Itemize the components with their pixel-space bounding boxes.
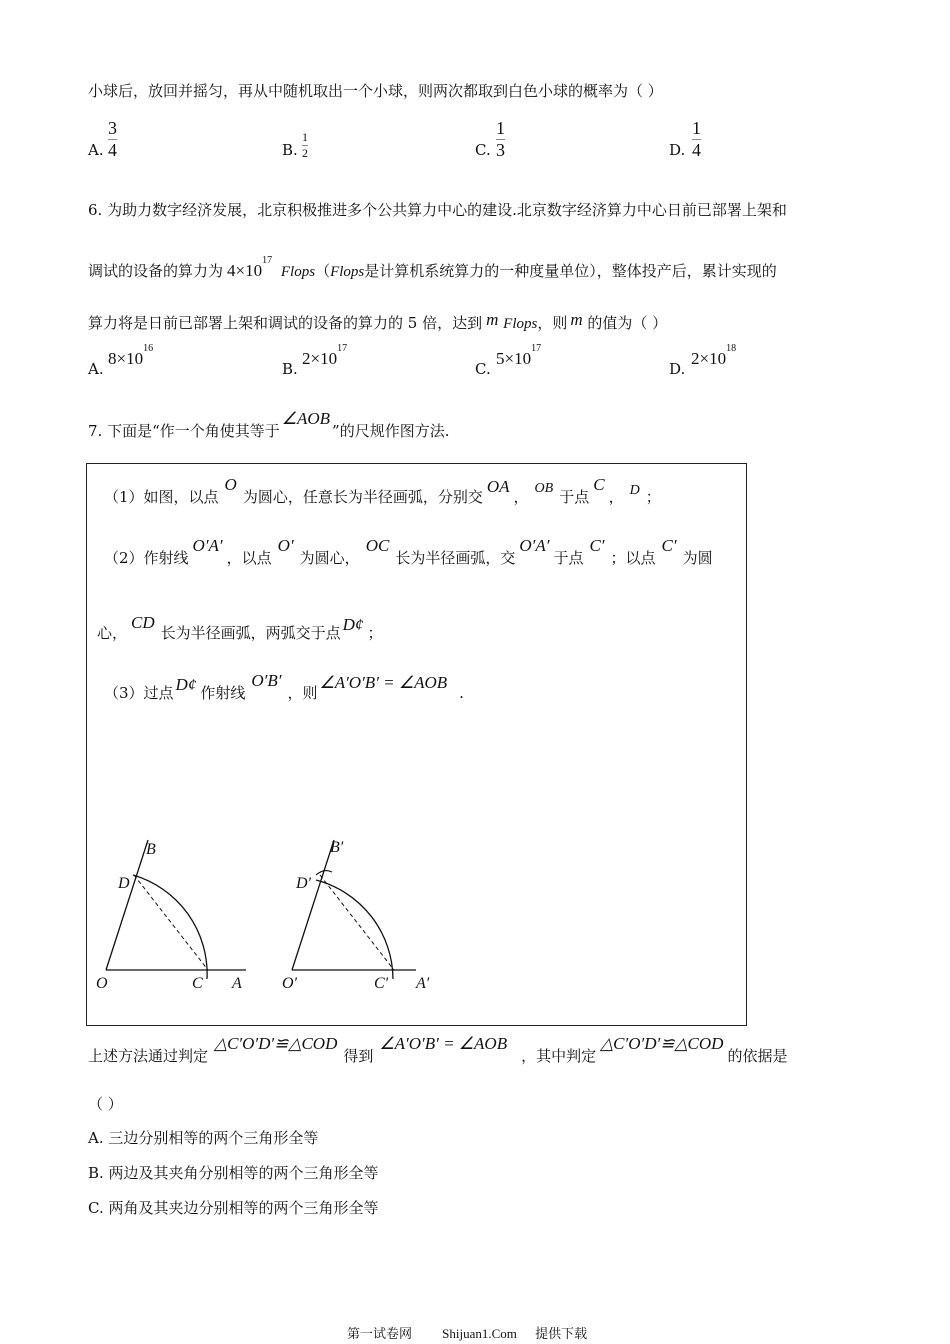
- option-label: A.: [88, 141, 104, 159]
- segment-CpDp: [320, 875, 394, 970]
- option-value: [302, 343, 348, 368]
- text: 算力将是日前已部署上架和调试的设备的算力的 5 倍，达到: [88, 314, 483, 332]
- option-value: [496, 343, 542, 368]
- arc-1: [316, 880, 393, 979]
- math-exponent: 17: [531, 343, 542, 355]
- q6-line1: 6. 为助力数字经济发展，北京积极推进多个公共算力中心的建设.北京数字经济算力中心日前已部署上架和: [88, 201, 787, 219]
- math-unit: Flops: [330, 264, 365, 280]
- label-Op: O′: [282, 975, 298, 992]
- math-congruence: △C′O′D′≌△COD: [214, 1034, 338, 1053]
- math-var: D¢: [175, 675, 197, 694]
- text: ；: [367, 624, 383, 642]
- text: ，: [608, 488, 624, 506]
- label-B: B: [146, 841, 156, 858]
- text: 得到: [343, 1047, 374, 1065]
- text: .: [459, 684, 464, 702]
- segment-CD: [134, 875, 208, 970]
- text: 心，: [97, 624, 128, 642]
- fraction: [302, 130, 308, 161]
- text: ，其中判定: [521, 1047, 597, 1065]
- option-label: C.: [475, 141, 491, 159]
- text: ，以点: [226, 549, 272, 567]
- fraction: [692, 118, 701, 161]
- q6-line2: [88, 255, 777, 280]
- denominator: 4: [692, 140, 701, 160]
- denominator: 3: [496, 140, 505, 160]
- option-label: B.: [282, 360, 298, 378]
- option-label: C.: [475, 360, 491, 378]
- text: 的值为（ ）: [587, 314, 668, 332]
- math-var: C: [593, 475, 605, 494]
- q6-line3: [88, 310, 668, 332]
- footer-site: 第一试卷网: [347, 1327, 413, 1342]
- footer-domain[interactable]: Shijuan1.Com: [442, 1326, 517, 1341]
- text: ，: [513, 488, 529, 506]
- q7-option-a[interactable]: A. 三边分别相等的两个三角形全等: [88, 1129, 319, 1147]
- math-exponent: 18: [726, 343, 737, 355]
- text: 长为半径画弧，两弧交于点: [160, 624, 341, 642]
- text: （1）如图，以点: [104, 488, 219, 506]
- math-var: OC: [365, 536, 390, 555]
- label-A: A: [232, 975, 242, 992]
- numerator: 1: [302, 130, 308, 144]
- text: ；以点: [610, 549, 656, 567]
- math-base: 2×10: [302, 349, 338, 368]
- figure-left: [106, 840, 246, 979]
- text: 为圆: [682, 549, 713, 567]
- option-label: B.: [282, 141, 298, 159]
- option-value: [691, 343, 737, 368]
- text: 长为半径画弧，交: [395, 549, 516, 567]
- fraction: [496, 118, 505, 161]
- text: （3）过点: [104, 684, 174, 702]
- q7-answer-paren: （ ）: [88, 1095, 123, 1113]
- denominator: 2: [302, 146, 308, 160]
- text: 的依据是: [727, 1047, 788, 1065]
- text: 为圆心，: [299, 549, 360, 567]
- math-angle: ∠AOB: [281, 409, 331, 428]
- label-Bp: B′: [330, 839, 344, 856]
- math-var: OA: [486, 477, 510, 496]
- step-2-line2: [97, 613, 383, 642]
- math-var: m: [486, 310, 499, 329]
- math-var: OB: [534, 481, 554, 496]
- arc-CD: [133, 875, 207, 979]
- text: 于点: [559, 488, 590, 506]
- q5-text: 小球后，放回并摇匀，再从中随机取出一个小球，则两次都取到白色小球的概率为（ ）: [88, 82, 663, 100]
- math-var: O′: [277, 536, 294, 555]
- text: 于点: [553, 549, 584, 567]
- step-1: [104, 475, 661, 506]
- text: ”的尺规作图方法.: [332, 422, 450, 440]
- ray-OB: [106, 840, 148, 970]
- math-base: 8×10: [108, 349, 144, 368]
- text: 是计算机系统算力的一种度量单位），整体投产后，累计实现的: [364, 262, 777, 280]
- figure-right-labels: [282, 839, 430, 992]
- math-exponent: 17: [337, 343, 348, 355]
- math-base: 2×10: [691, 349, 727, 368]
- math-var: O: [224, 475, 237, 494]
- math-var: C′: [661, 536, 677, 555]
- text: ；: [645, 488, 661, 506]
- math-exponent: 17: [262, 255, 273, 267]
- math-var: D: [629, 483, 640, 498]
- footer: [347, 1327, 587, 1341]
- text: ，则: [537, 314, 568, 332]
- math-exponent: 16: [143, 343, 154, 355]
- step-2-line1: [104, 536, 713, 567]
- text: （2）作射线: [104, 549, 189, 567]
- step-3: [104, 671, 464, 702]
- math-equation: ∠A′O′B′ = ∠AOB: [319, 673, 448, 692]
- math-var: C′: [589, 536, 605, 555]
- q7-conclusion: [88, 1034, 788, 1065]
- numerator: 1: [496, 118, 505, 138]
- math-var: D¢: [342, 615, 364, 634]
- text: 调试的设备的算力为: [88, 262, 224, 280]
- numerator: 3: [108, 118, 117, 138]
- q7-option-b[interactable]: B. 两边及其夹角分别相等的两个三角形全等: [88, 1164, 379, 1182]
- math-var: O′A′: [519, 536, 550, 555]
- text: 为圆心，任意长为半径画弧，分别交: [242, 488, 483, 506]
- math-base: 4×10: [227, 261, 263, 280]
- option-label: D.: [669, 141, 686, 159]
- math-unit: Flops: [280, 264, 316, 280]
- label-D: D: [118, 875, 130, 892]
- math-var: O′B′: [251, 671, 282, 690]
- label-C: C: [192, 975, 203, 992]
- math-var: CD: [131, 613, 155, 632]
- text: （: [315, 262, 331, 280]
- math-var: O′A′: [192, 536, 223, 555]
- text: 上述方法通过判定: [88, 1047, 209, 1065]
- option-label: D.: [669, 360, 686, 378]
- math-power: [227, 255, 273, 280]
- math-unit: Flops: [503, 316, 538, 332]
- option-value: [108, 343, 154, 368]
- numerator: 1: [692, 118, 701, 138]
- label-Cp: C′: [374, 975, 389, 992]
- math-base: 5×10: [496, 349, 532, 368]
- q7-intro: [88, 409, 450, 440]
- text: 7. 下面是“作一个角使其等于: [88, 422, 280, 440]
- label-Ap: A′: [416, 975, 430, 992]
- option-label: A.: [88, 360, 104, 378]
- math-equation: ∠A′O′B′ = ∠AOB: [379, 1034, 508, 1053]
- math-var: m: [570, 310, 583, 329]
- label-Dp: D′: [296, 875, 312, 892]
- denominator: 4: [108, 140, 117, 160]
- label-O: O: [96, 975, 108, 992]
- fraction: [108, 118, 117, 161]
- footer-tail: 提供下载: [535, 1327, 588, 1342]
- math-congruence: △C′O′D′≌△COD: [600, 1034, 724, 1053]
- construction-figure: [86, 820, 466, 1010]
- text: 作射线: [200, 684, 246, 702]
- q7-option-c[interactable]: C. 两角及其夹边分别相等的两个三角形全等: [88, 1199, 379, 1217]
- text: ，则: [287, 684, 318, 702]
- ray-OpBp: [292, 840, 334, 970]
- figure-left-labels: [96, 841, 242, 992]
- figure-right: [292, 840, 416, 979]
